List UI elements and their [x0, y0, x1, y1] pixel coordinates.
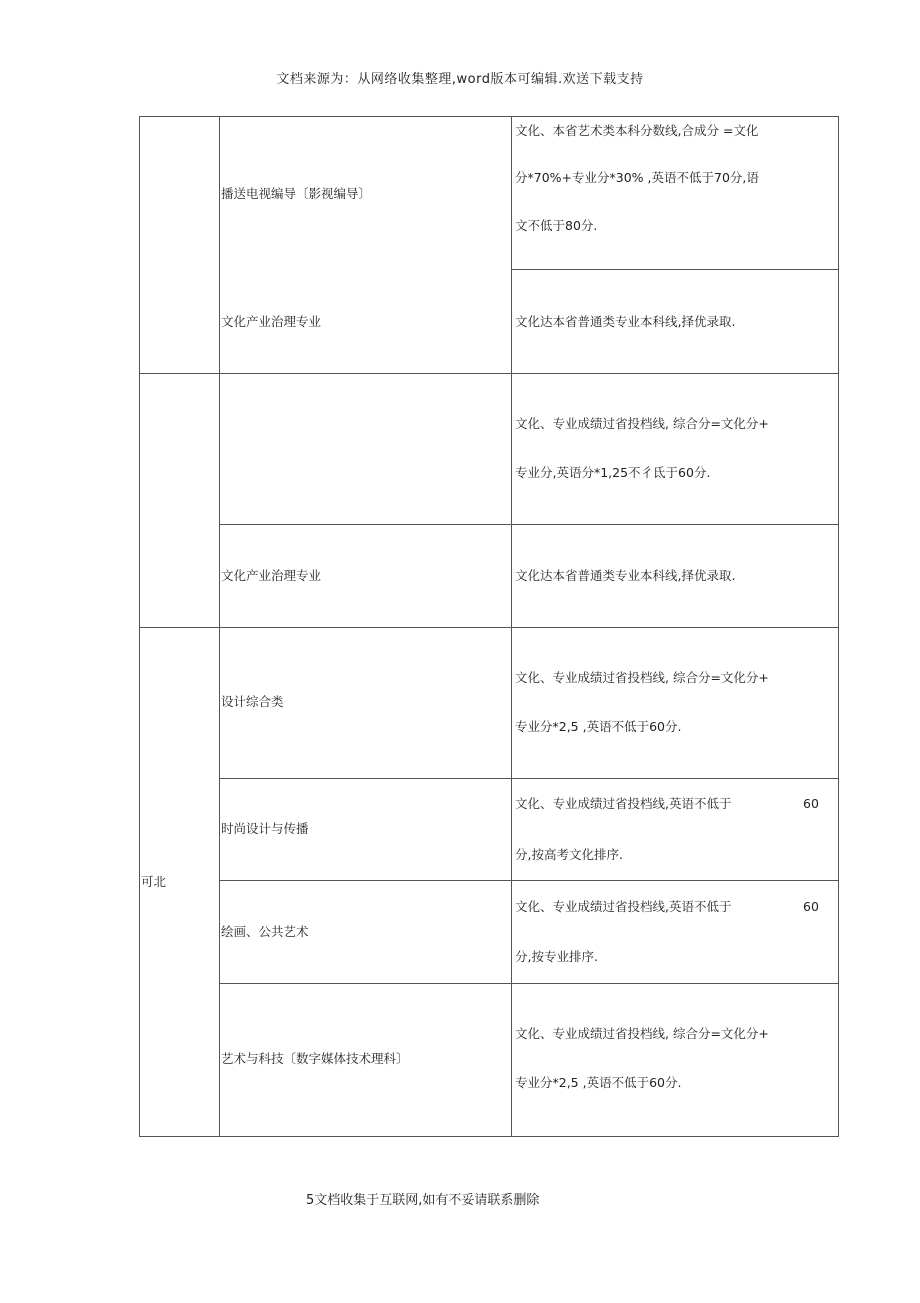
row-divider-4	[219, 880, 839, 881]
requirement-aside-number: 60	[803, 899, 819, 914]
page-header: 文档来源为：从网络收集整理,word版本可编辑.欢送下载支持	[276, 72, 644, 87]
requirement-line: 文化、专业成绩过省投档线, 综合分=文化分+	[515, 1026, 769, 1041]
requirement-line: 分*70%+专业分*30% ,英语不低于70分,语	[515, 170, 759, 185]
table-border-bottom	[139, 1136, 839, 1137]
major-cell: 时尚设计与传播	[221, 821, 309, 836]
row-divider-5	[219, 983, 839, 984]
major-cell: 艺术与科技〔数字媒体技术理科〕	[221, 1051, 409, 1066]
page-footer: 5文档收集于互联网,如有不妥请联系删除	[306, 1193, 540, 1208]
requirement-line: 文化、专业成绩过省投档线, 综合分=文化分+	[515, 416, 769, 431]
requirement-line: 分,按专业排序.	[515, 949, 598, 964]
major-cell: 文化产业治理专业	[221, 314, 322, 329]
table-border-top	[139, 116, 839, 117]
admission-table	[139, 116, 839, 1137]
province-cell: 可北	[141, 874, 167, 889]
requirement-line: 文化、专业成绩过省投档线, 综合分=文化分+	[515, 670, 769, 685]
requirement-line: 专业分*2,5 ,英语不低于60分.	[515, 1075, 682, 1090]
requirement-aside-number: 60	[803, 796, 819, 811]
requirement-line: 文不低于80分.	[515, 218, 598, 233]
major-cell: 绘画、公共艺术	[221, 924, 309, 939]
row-divider-2	[219, 524, 839, 525]
row-divider-3	[219, 778, 839, 779]
requirement-line: 文化、专业成绩过省投档线,英语不低于	[515, 796, 732, 811]
requirement-line: 文化、本省艺术类本科分数线,合成分 =文化	[515, 123, 759, 138]
major-cell: 播送电视编导〔影视编导〕	[221, 186, 372, 201]
major-cell: 设计综合类	[221, 694, 284, 709]
requirement-line: 分,按高考文化排序.	[515, 847, 623, 862]
requirement-line: 文化达本省普通类专业本科线,择优录取.	[515, 314, 736, 329]
requirement-line: 专业分,英语分*1,25不彳氐于60分.	[515, 465, 711, 480]
major-cell: 文化产业治理专业	[221, 568, 322, 583]
group-divider-1	[139, 373, 839, 374]
requirement-line: 专业分*2,5 ,英语不低于60分.	[515, 719, 682, 734]
requirement-line: 文化达本省普通类专业本科线,择优录取.	[515, 568, 736, 583]
requirement-line: 文化、专业成绩过省投档线,英语不低于	[515, 899, 732, 914]
group-divider-2	[139, 627, 839, 628]
row-divider-requirement-1	[511, 269, 839, 270]
